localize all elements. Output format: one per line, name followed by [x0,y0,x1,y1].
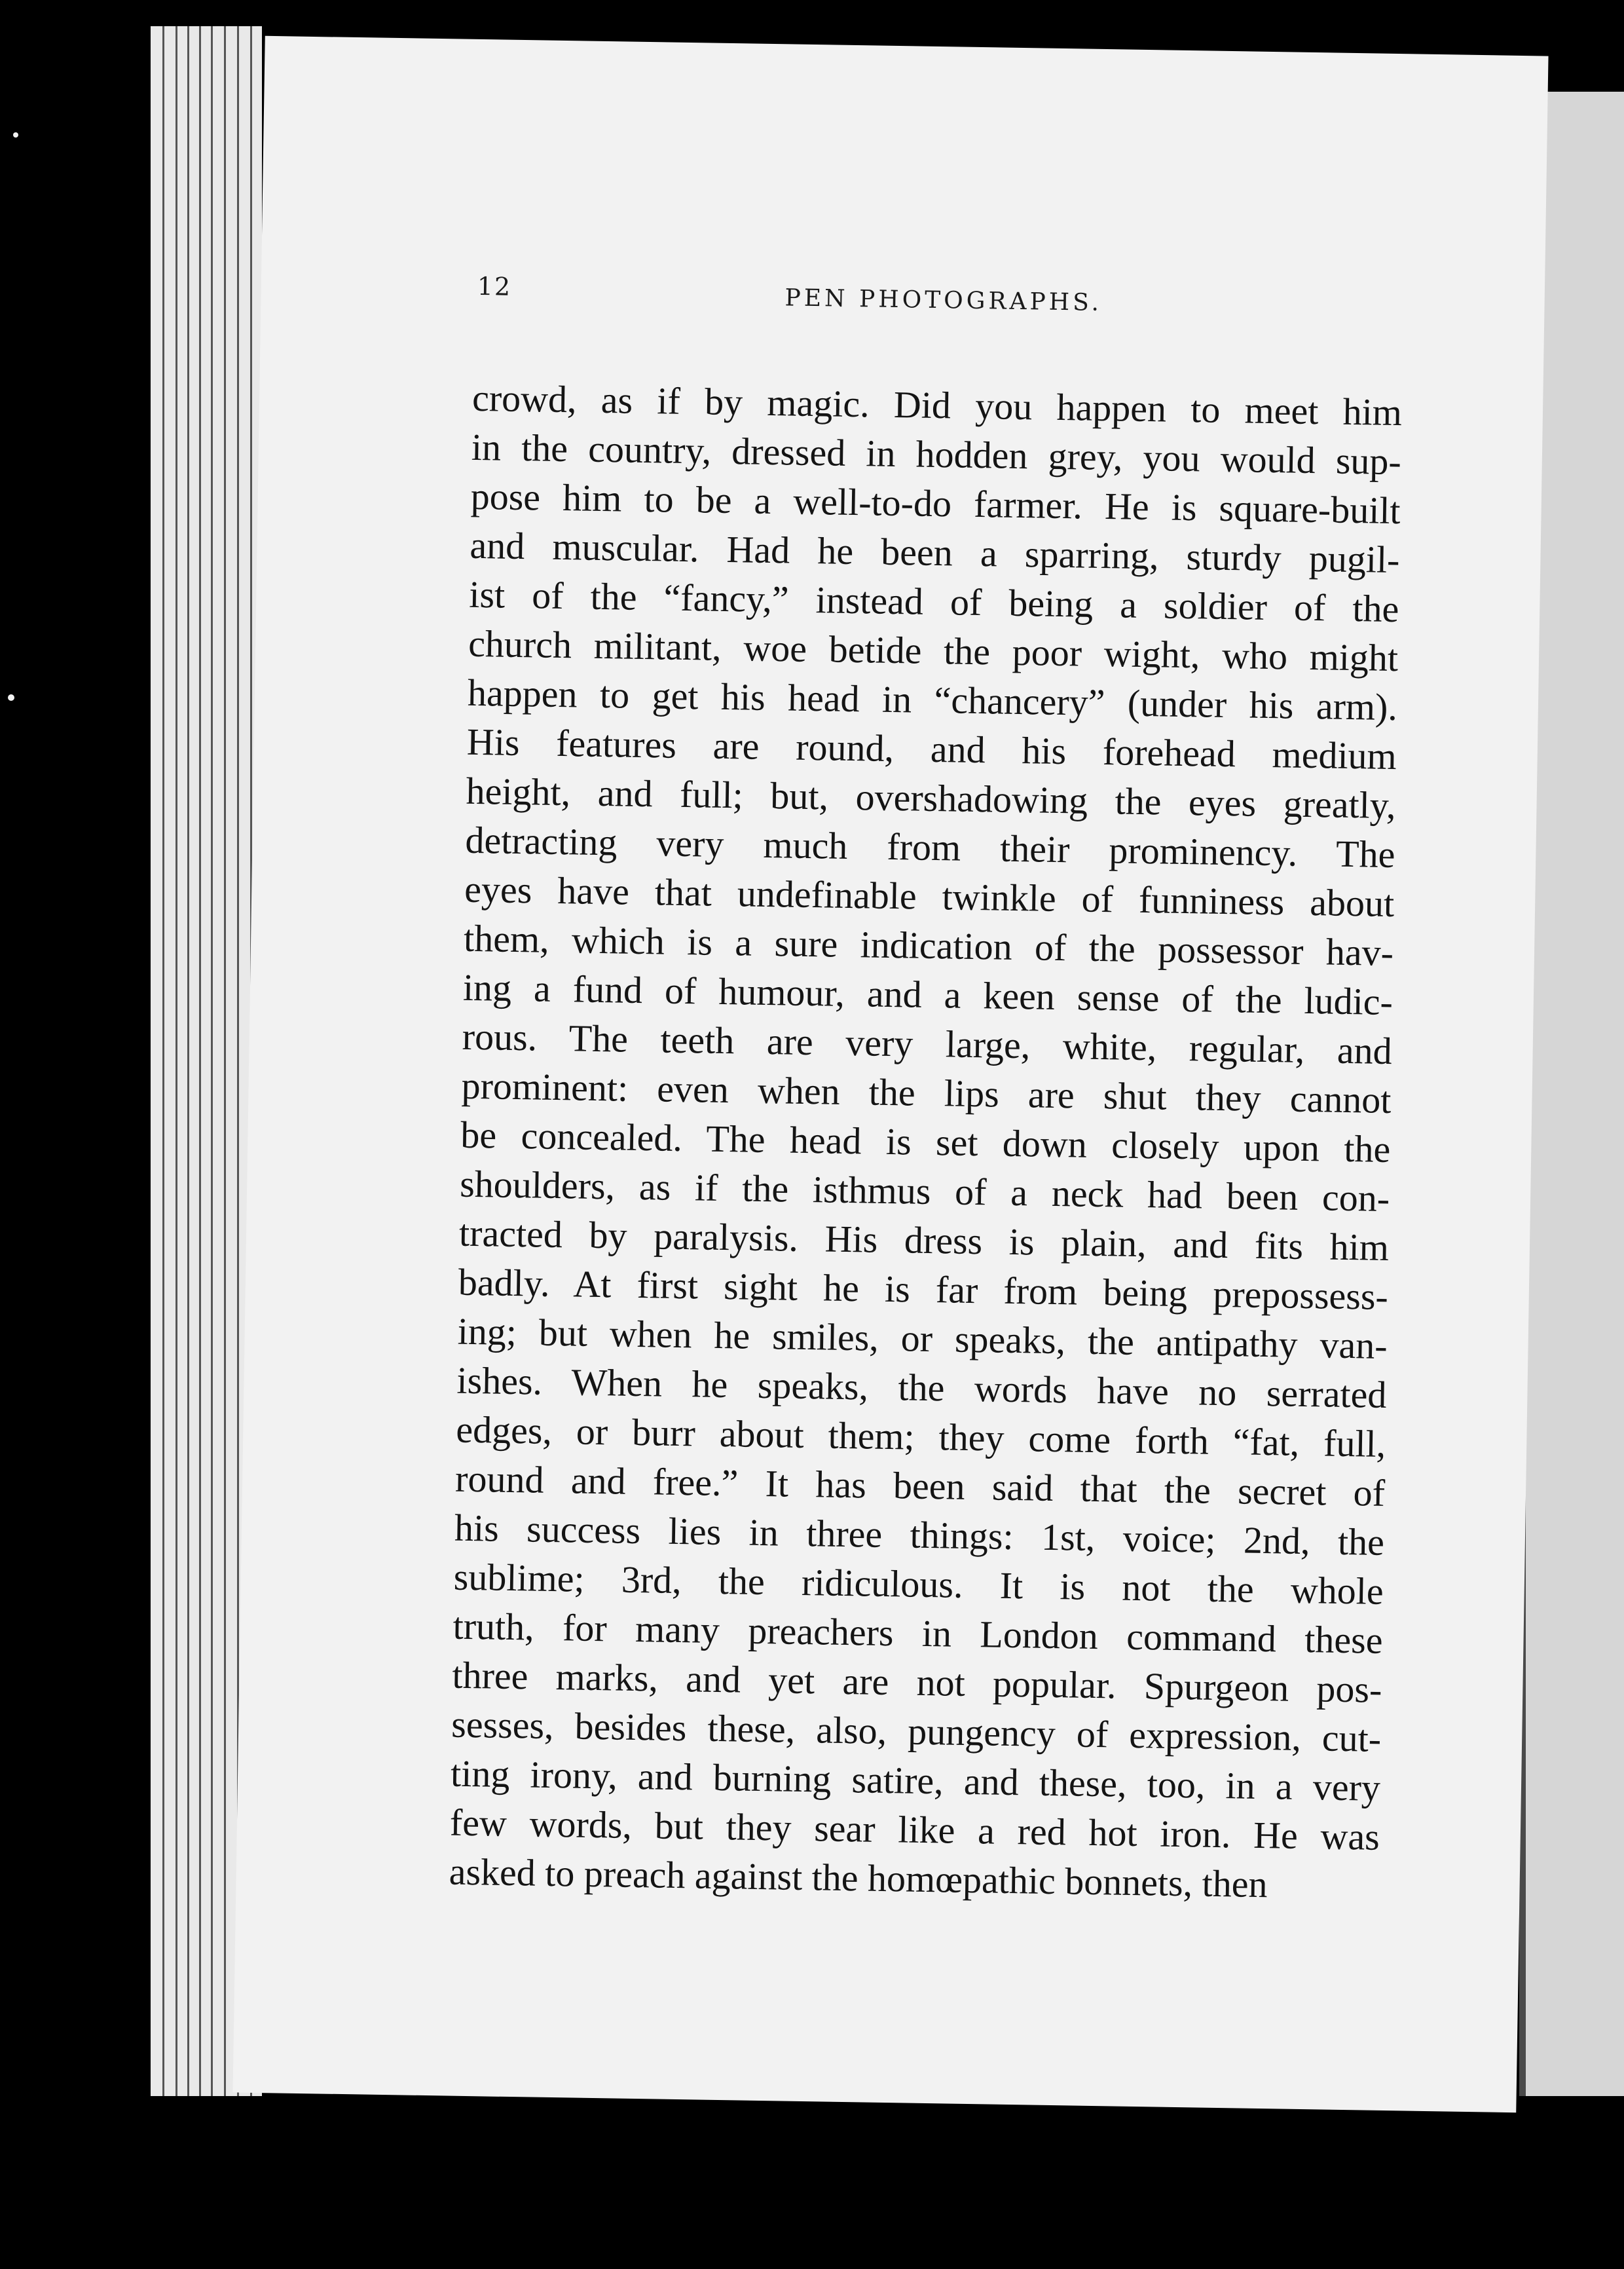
text-line: in the country, dressed in hodden grey, you would sup- [471,425,1402,483]
book-page [232,36,1548,2112]
text-line: sesses, besides these, also, pungency of expression, cut- [451,1702,1382,1760]
page-edge-line [211,26,213,2096]
text-line: His features are round, and his forehead medium [466,720,1397,778]
text-line: truth, for many preachers in London command these [452,1604,1384,1662]
text-line: tracted by paralysis. His dress is plain, and fits him [458,1211,1390,1269]
text-line: ing a fund of humour, and a keen sense of the ludic- [462,966,1393,1024]
text-line: ting irony, and burning satire, and these, too, in a very [450,1752,1381,1809]
page-header [261,269,1545,341]
page-number: 12 [477,271,512,301]
text-line: badly. At first sight he is far from being prepossess- [458,1260,1389,1318]
text-line: pose him to be a well-to-do farmer. He is square-built [470,474,1401,533]
page-edge-line [199,26,201,2096]
text-line: eyes have that undefinable twinkle of funniness about [464,867,1395,926]
text-line: round and free.” It has been said that the secret of [454,1457,1386,1514]
text-line: asked to preach against the homœpathic bonnets, then [449,1850,1268,1906]
text-line: three marks, and yet are not popular. Spurgeon pos- [452,1653,1382,1711]
body-text [449,373,1402,1911]
running-head: PEN PHOTOGRAPHS. [784,284,1103,316]
page-edge-line [162,26,164,2096]
text-line: his success lies in three things: 1st, voice; 2nd, the [454,1506,1385,1564]
page-edge-line [175,26,177,2096]
text-line: detracting very much from their prominency. The [465,818,1395,876]
text-line: sublime; 3rd, the ridiculous. It is not the whole [453,1555,1384,1613]
text-line: ing; but when he smiles, or speaks, the antipathy van- [457,1309,1388,1367]
text-line: be concealed. The head is set down closely upon the [460,1113,1391,1171]
scan-speck [8,694,14,701]
text-line: shoulders, as if the isthmus of a neck had been con- [459,1162,1390,1220]
text-line: rous. The teeth are very large, white, regular, and [462,1015,1393,1073]
text-line: and muscular. Had he been a sparring, sturdy pugil- [470,523,1400,582]
scan-speck [13,132,18,138]
text-line: ist of the “fancy,” instead of being a soldier of the [468,572,1399,631]
page-edge-line [224,26,226,2096]
text-line: church militant, woe betide the poor wight, who might [468,622,1399,680]
text-line: height, and full; but, overshadowing the eyes greatly, [466,769,1397,827]
text-line: happen to get his head in “chancery” (under his arm). [467,671,1398,729]
text-line: them, which is a sure indication of the possessor hav- [463,916,1394,975]
page-edge-line [187,26,189,2096]
text-line: crowd, as if by magic. Did you happen to meet him [471,376,1403,434]
text-line: edges, or burr about them; they come forth “fat, full, [455,1408,1386,1465]
text-line: few words, but they sear like a red hot iron. He was [449,1801,1380,1858]
text-line: prominent: even when the lips are shut they cannot [461,1064,1392,1122]
text-line: ishes. When he speaks, the words have no serrated [456,1359,1387,1416]
